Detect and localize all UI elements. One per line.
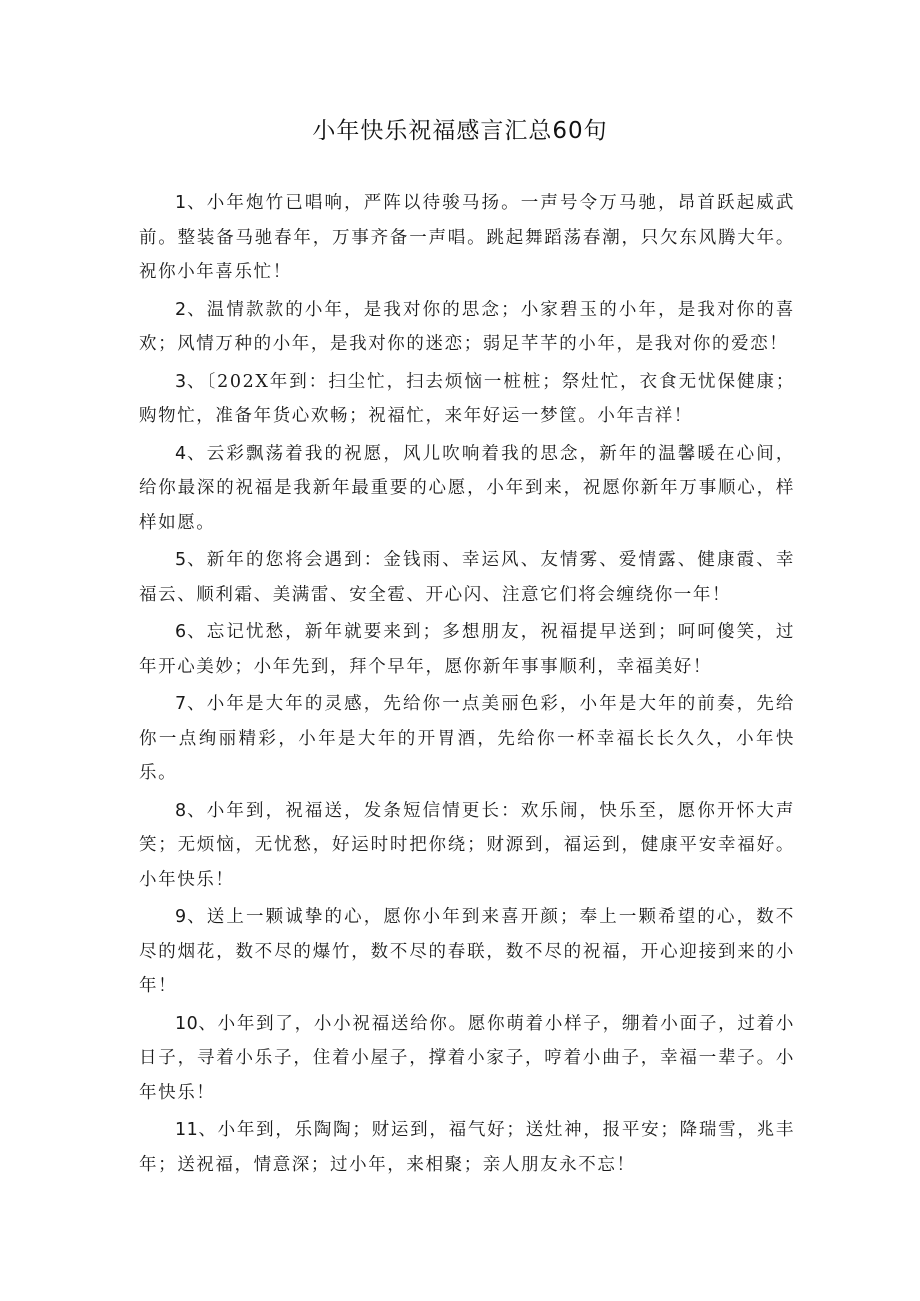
paragraph-number: 11 — [175, 1120, 199, 1140]
paragraph-text: 、小年到，祝福送，发条短信情更长：欢乐闹，快乐至，愿你开怀大声笑；无烦恼，无忧愁，好运时时把你绕；财源到，福运到，健康平安幸福好。小年快乐！ — [139, 800, 795, 890]
paragraph-text: 、〔202X年到：扫尘忙，扫去烦恼一桩桩；祭灶忙，衣食无忧保健康；购物忙，准备年货心欢畅；祝福忙，来年好运一梦筐。小年吉祥！ — [139, 371, 795, 426]
paragraph-10 — [139, 1007, 795, 1111]
paragraph-number: 7 — [175, 694, 187, 714]
paragraph-number: 9 — [175, 907, 187, 927]
paragraph-number: 6 — [175, 622, 187, 642]
paragraph-text: 、小年炮竹已唱响，严阵以待骏马扬。一声号令万马驰，昂首跃起威武前。整装备马驰春年，万事齐备一声唱。跳起舞蹈荡春潮，只欠东风腾大年。祝你小年喜乐忙！ — [139, 193, 795, 282]
paragraph-text: 、忘记忧愁，新年就要来到；多想朋友，祝福提早送到；呵呵傻笑，过年开心美妙；小年先到，拜个早年，愿你新年事事顺利，幸福美好！ — [139, 622, 795, 677]
paragraph-number: 4 — [175, 443, 187, 464]
paragraph-6 — [139, 615, 795, 684]
paragraph-number: 3 — [175, 371, 187, 392]
paragraph-number: 2 — [175, 299, 187, 320]
paragraph-3 — [139, 365, 795, 434]
paragraph-text: 、新年的您将会遇到：金钱雨、幸运风、友情雾、爱情露、健康霞、幸福云、顺利霜、美满雷、安全雹、开心闪、注意它们将会缠绕你一年！ — [139, 550, 795, 605]
paragraph-number: 8 — [175, 800, 187, 821]
paragraph-text: 、小年是大年的灵感，先给你一点美丽色彩，小年是大年的前奏，先给你一点绚丽精彩，小年是大年的开胃酒，先给你一杯幸福长长久久，小年快乐。 — [139, 694, 795, 783]
paragraph-5 — [139, 543, 795, 612]
paragraph-9 — [139, 900, 795, 1004]
document-title: 小年快乐祝福感言汇总60句 — [312, 118, 608, 144]
paragraph-7 — [139, 687, 795, 791]
paragraph-text: 、小年到了，小小祝福送给你。愿你萌着小样子，绷着小面子，过着小日子，寻着小乐子，住着小屋子，撑着小家子，哼着小曲子，幸福一辈子。小年快乐！ — [139, 1013, 795, 1103]
paragraph-4 — [139, 437, 795, 541]
paragraph-number: 1 — [175, 193, 187, 213]
paragraph-text: 、温情款款的小年，是我对你的思念；小家碧玉的小年，是我对你的喜欢；风情万种的小年，是我对你的迷恋；弱足芊芊的小年，是我对你的爱恋！ — [139, 299, 795, 354]
paragraph-8 — [139, 794, 795, 898]
paragraph-text: 、小年到，乐陶陶；财运到，福气好；送灶神，报平安；降瑞雪，兆丰年；送祝福，情意深；过小年，来相聚；亲人朋友永不忘！ — [139, 1120, 795, 1175]
paragraph-number: 10 — [175, 1013, 199, 1034]
paragraph-2 — [139, 293, 795, 362]
paragraph-number: 5 — [175, 550, 187, 570]
paragraph-11 — [139, 1113, 795, 1182]
paragraph-text: 、送上一颗诚挚的心，愿你小年到来喜开颜；奉上一颗希望的心，数不尽的烟花，数不尽的爆竹，数不尽的春联，数不尽的祝福，开心迎接到来的小年！ — [139, 907, 795, 996]
paragraph-1 — [139, 186, 795, 290]
document-body — [139, 186, 795, 1185]
paragraph-text: 、云彩飘荡着我的祝愿，风儿吹响着我的思念，新年的温馨暖在心间，给你最深的祝福是我新年最重要的心愿，小年到来，祝愿你新年万事顺心，样样如愿。 — [139, 443, 795, 533]
